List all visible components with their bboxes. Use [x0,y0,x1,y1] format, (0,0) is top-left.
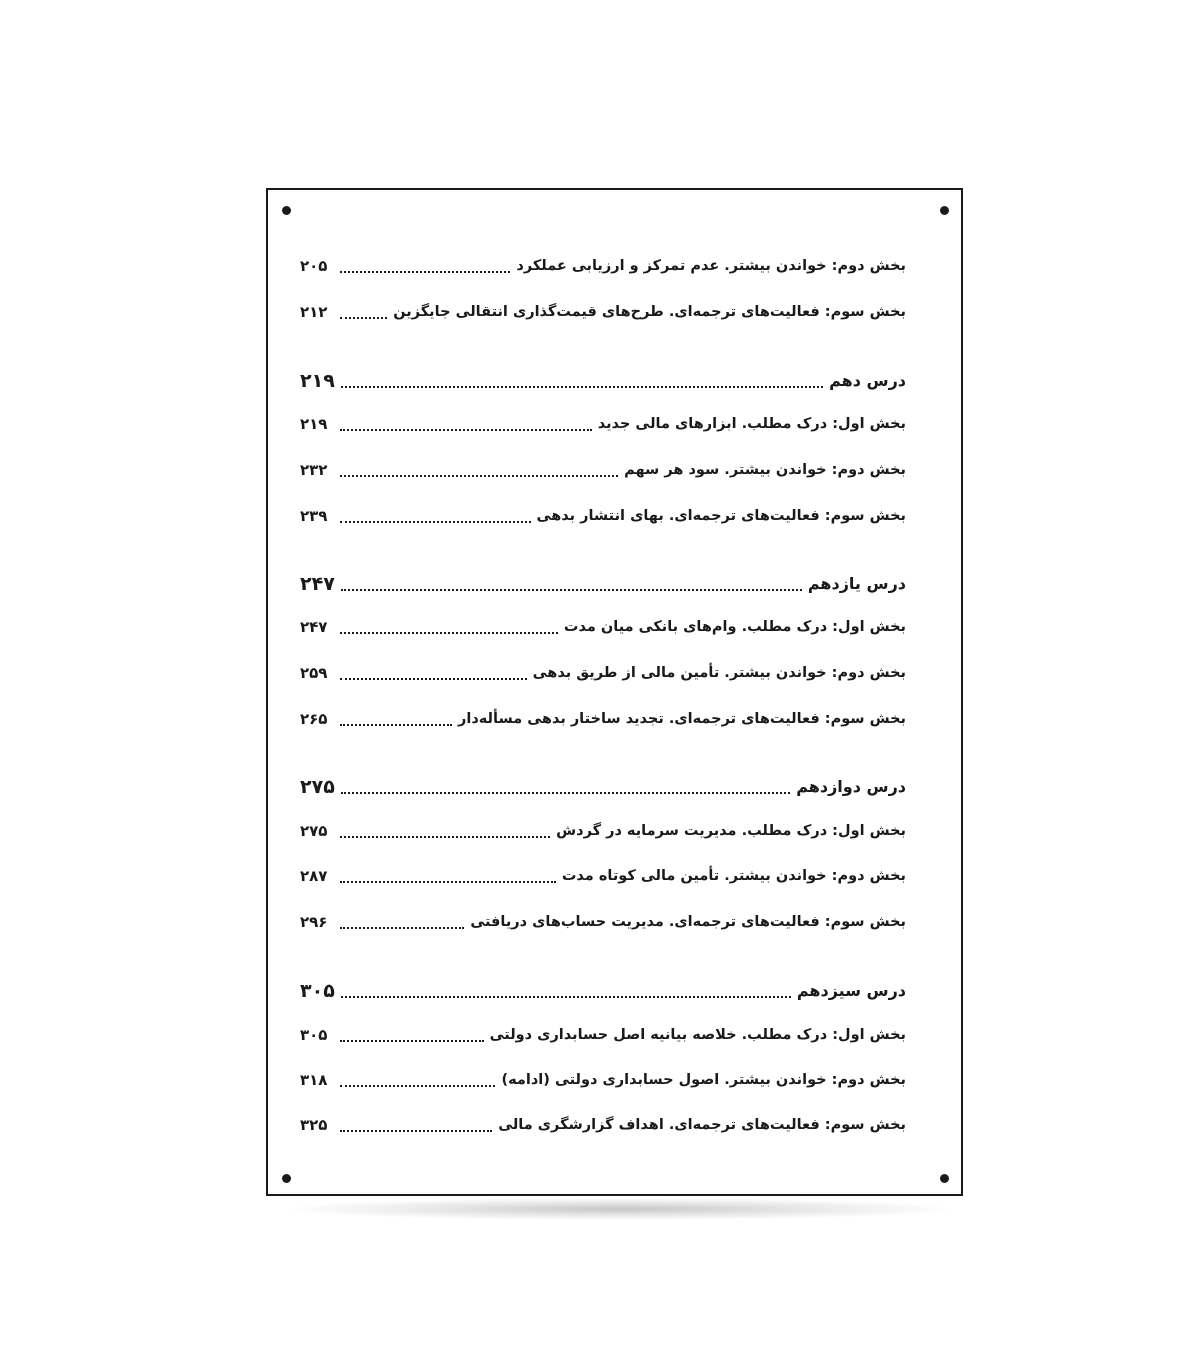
toc-entry-page: ۳۲۵ [300,1116,328,1134]
toc-entry-title: بخش دوم: خواندن بیشتر. عدم تمرکز و ارزیابی عملکرد [516,258,906,274]
toc-entry-page: ۲۶۵ [300,710,328,728]
toc-entry-page: ۲۵۹ [300,664,328,682]
lesson-page: ۲۷۵ [300,776,335,798]
toc-entry-page: ۲۱۲ [300,303,328,321]
toc-entry-title: بخش دوم: خواندن بیشتر. سود هر سهم [624,462,906,478]
toc-entry[interactable] [300,659,906,687]
toc-entry-title: بخش اول: درک مطلب. وام‌های بانکی میان مدت [563,619,906,635]
toc-entry[interactable] [300,1111,906,1139]
corner-dot-top-left [282,206,291,215]
toc-entry[interactable] [300,705,906,733]
lesson-title: درس دهم [829,371,906,390]
leader-dots [341,996,791,998]
toc-entry-page: ۲۰۵ [300,257,328,275]
page-shadow [290,1198,950,1220]
leader-dots [340,927,464,929]
toc-entry[interactable] [300,1066,906,1094]
toc-entry-title: بخش دوم: خواندن بیشتر. اصول حسابداری دولتی (ادامه) [501,1072,906,1088]
lesson-title: درس دوازدهم [796,777,906,796]
toc-entry[interactable] [300,298,906,326]
leader-dots [340,317,387,319]
leader-dots [341,589,802,591]
toc-entry[interactable] [300,456,906,484]
toc-entry[interactable] [300,908,906,936]
toc-entry-title: بخش سوم: فعالیت‌های ترجمه‌ای. طرح‌های قیمت‌گذاری انتقالی جایگزین [393,304,906,320]
leader-dots [340,881,556,883]
toc-entry-page: ۲۴۷ [300,618,328,636]
leader-dots [340,475,618,477]
leader-dots [341,386,823,388]
toc-entry[interactable] [300,862,906,890]
toc-lesson-heading[interactable] [300,977,906,1005]
toc-entry-page: ۲۱۹ [300,415,328,433]
toc-entry-title: بخش سوم: فعالیت‌های ترجمه‌ای. اهداف گزارشگری مالی [498,1117,906,1133]
lesson-title: درس سیزدهم [796,981,906,1000]
toc-entry-page: ۲۹۶ [300,913,328,931]
toc-entry-page: ۳۰۵ [300,1026,328,1044]
corner-dot-bottom-right [940,1174,949,1183]
toc-lesson-heading[interactable] [300,367,906,395]
lesson-title: درس یازدهم [807,574,906,593]
leader-dots [340,1130,492,1132]
lesson-page: ۲۴۷ [300,573,335,595]
toc-entry-page: ۲۳۲ [300,461,328,479]
leader-dots [340,1040,484,1042]
toc-entry[interactable] [300,502,906,530]
toc-entry-title: بخش اول: درک مطلب. ابزارهای مالی جدید [597,416,906,432]
toc-entry-title: بخش اول: درک مطلب. خلاصه بیانیه اصل حسابداری دولتی [489,1027,906,1043]
leader-dots [340,678,527,680]
corner-dot-top-right [940,206,949,215]
corner-dot-bottom-left [282,1174,291,1183]
toc-entry-title: بخش اول: درک مطلب. مدیریت سرمایه در گردش [556,823,906,839]
leader-dots [340,724,452,726]
toc-entry[interactable] [300,252,906,280]
toc-entry-page: ۲۸۷ [300,867,328,885]
toc-entry[interactable] [300,613,906,641]
toc-entry[interactable] [300,1021,906,1049]
toc-lesson-heading[interactable] [300,570,906,598]
lesson-page: ۳۰۵ [300,980,335,1002]
toc-entry[interactable] [300,817,906,845]
leader-dots [340,271,510,273]
toc-entry-title: بخش سوم: فعالیت‌های ترجمه‌ای. مدیریت حساب‌های دریافتی [470,914,906,930]
toc-entry-page: ۲۳۹ [300,507,328,525]
leader-dots [340,521,531,523]
leader-dots [340,429,592,431]
toc-entry-page: ۲۷۵ [300,822,328,840]
leader-dots [341,792,790,794]
toc-entry-page: ۳۱۸ [300,1071,328,1089]
leader-dots [340,632,558,634]
toc-entry-title: بخش دوم: خواندن بیشتر. تأمین مالی از طریق بدهی [532,665,906,681]
toc-lesson-heading[interactable] [300,773,906,801]
leader-dots [340,836,550,838]
leader-dots [340,1085,495,1087]
toc-entry-title: بخش سوم: فعالیت‌های ترجمه‌ای. بهای انتشار بدهی [536,508,906,524]
lesson-page: ۲۱۹ [300,370,335,392]
toc-entry-title: بخش سوم: فعالیت‌های ترجمه‌ای. تجدید ساختار بدهی مسأله‌دار [458,711,906,727]
toc-entry[interactable] [300,410,906,438]
toc-entry-title: بخش دوم: خواندن بیشتر. تأمین مالی کوتاه مدت [561,868,906,884]
